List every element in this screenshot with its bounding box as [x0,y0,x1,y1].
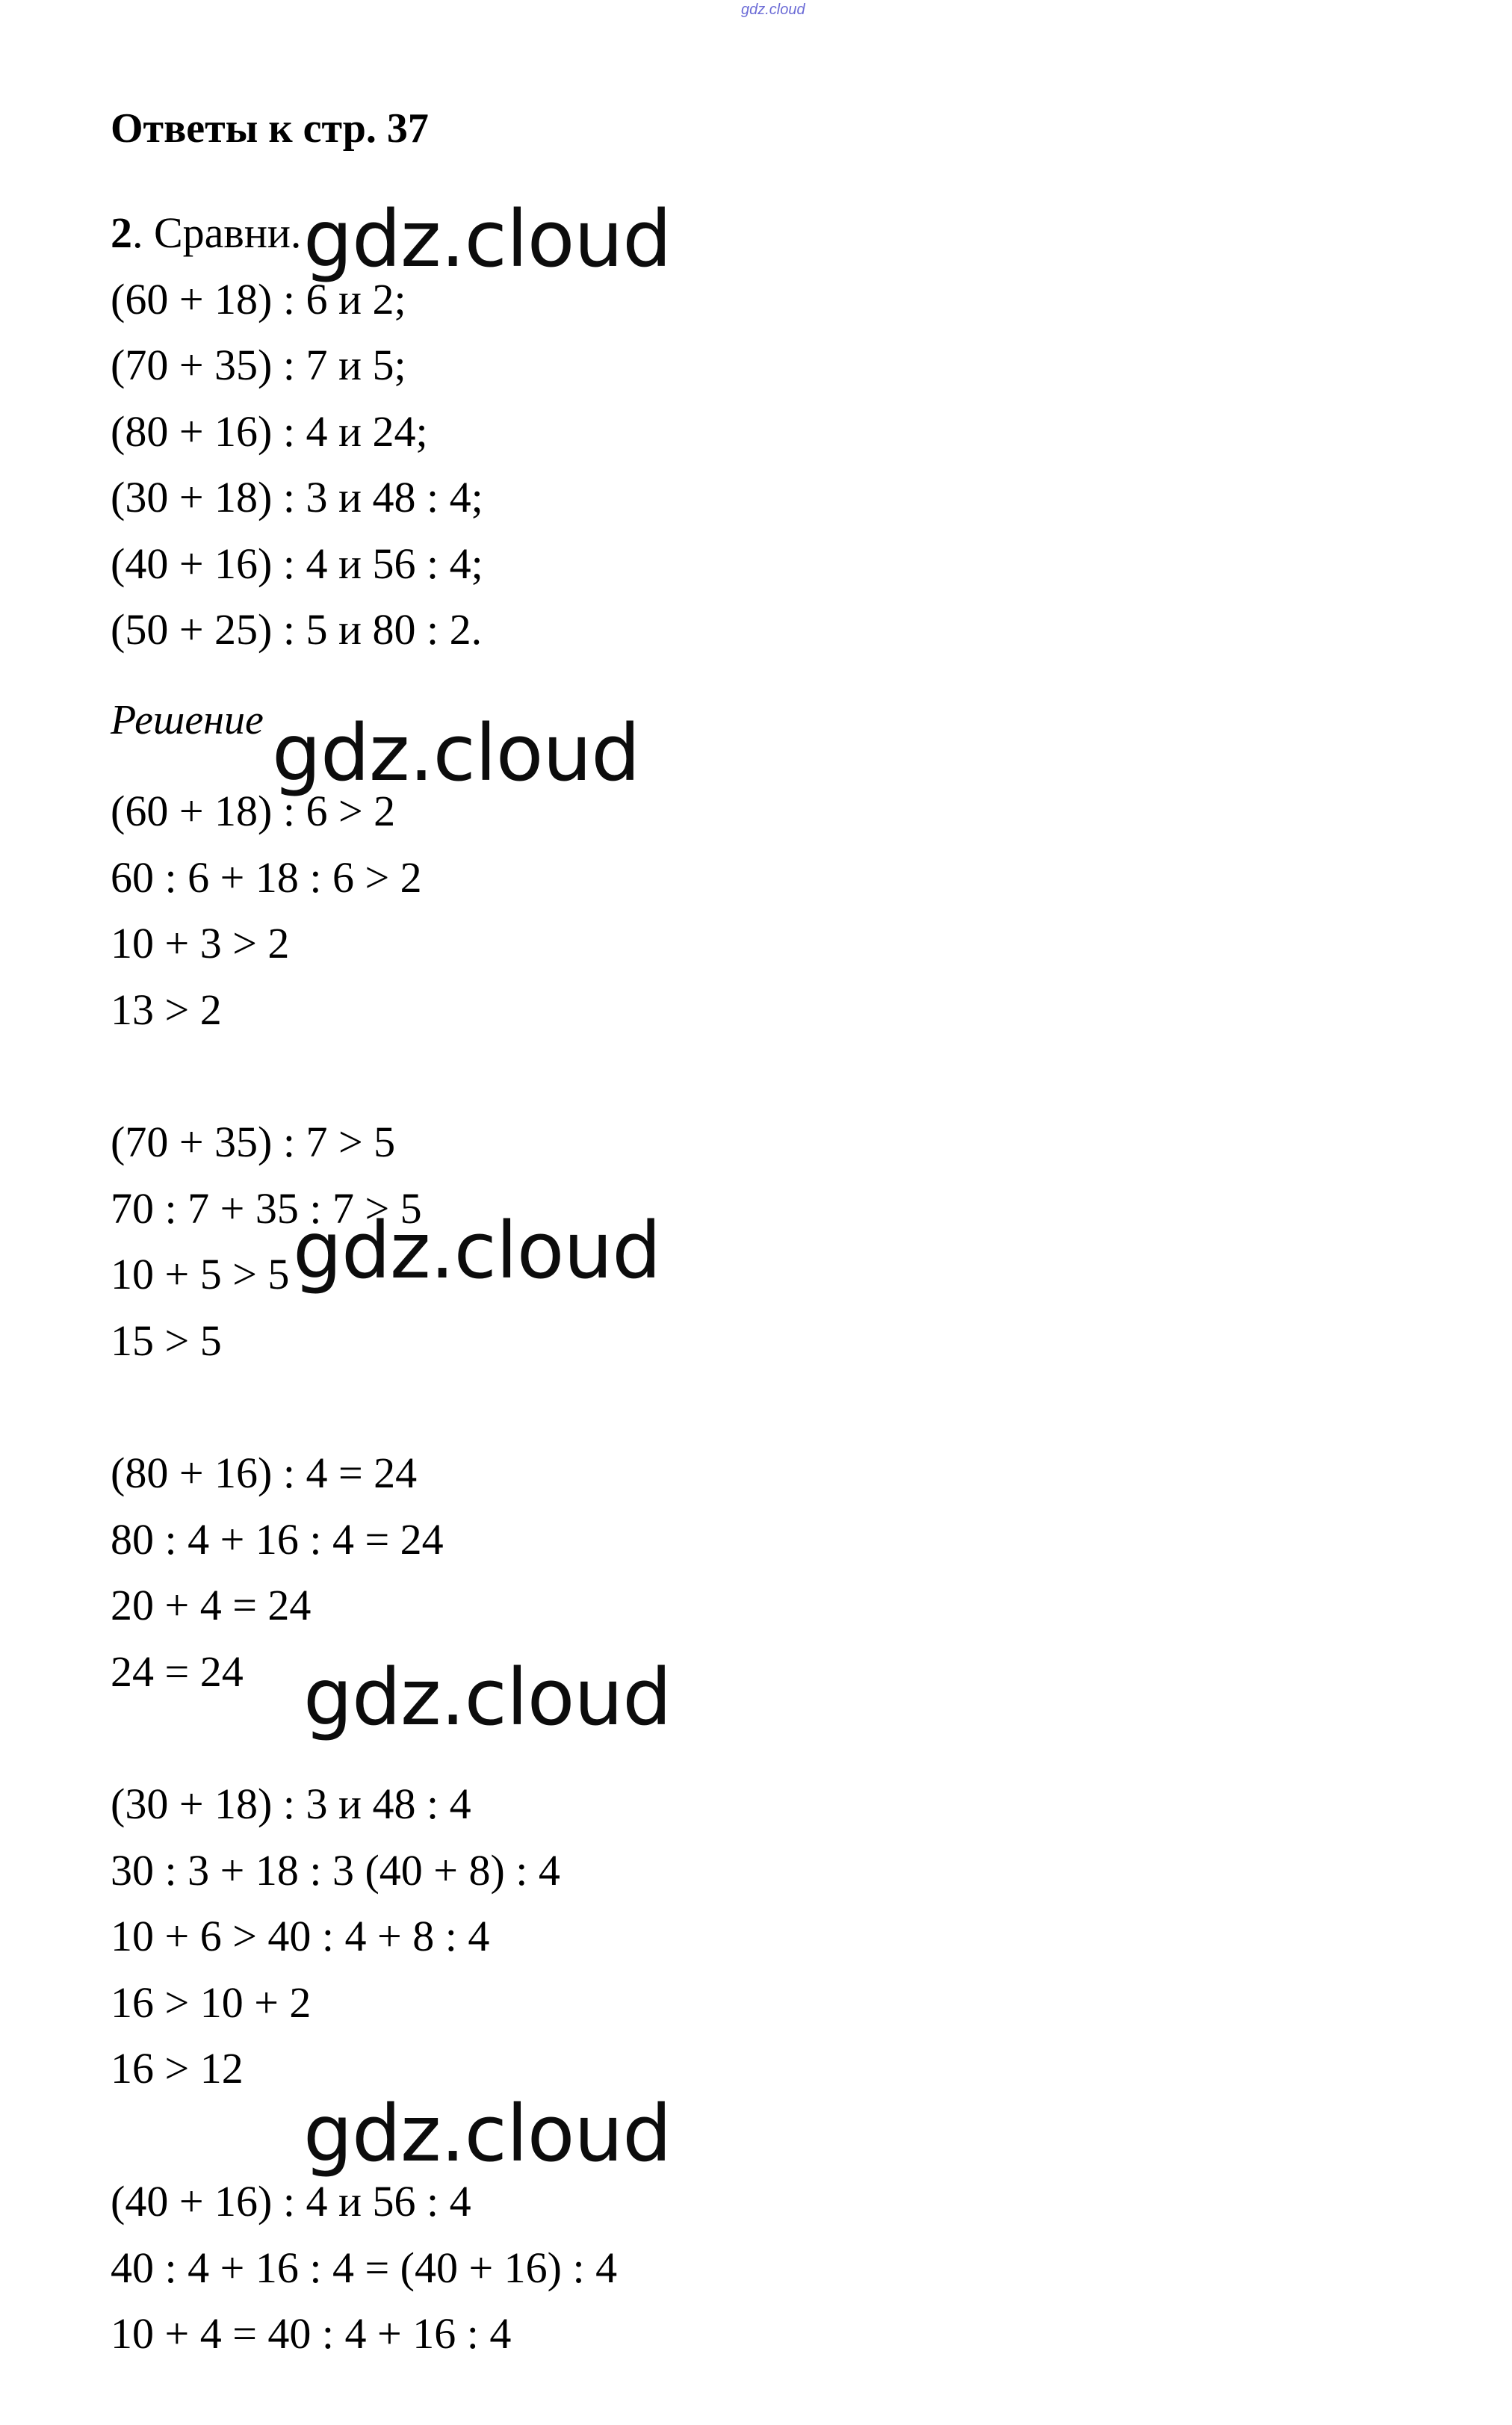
solution-line: 80 : 4 + 16 : 4 = 24 [111,1514,444,1564]
solution-line: 13 > 2 [111,985,222,1034]
solution-line: (70 + 35) : 7 > 5 [111,1118,396,1166]
watermark-text: gdz.cloud [293,1205,661,1296]
site-mark: gdz.cloud [741,1,805,18]
task-item: (60 + 18) : 6 и 2; [111,274,406,323]
task-item: (80 + 16) : 4 и 24; [111,406,428,456]
solution-line: (60 + 18) : 6 > 2 [111,787,396,835]
solution-group-1 [111,778,422,1043]
solution-line: 10 + 4 = 40 : 4 + 16 : 4 [111,2309,512,2358]
task-item: (70 + 35) : 7 и 5; [111,341,406,389]
solution-line: 40 : 4 + 16 : 4 = (40 + 16) : 4 [111,2243,618,2292]
solution-line: (80 + 16) : 4 = 24 [111,1449,418,1497]
solution-line: 20 + 4 = 24 [111,1581,312,1629]
task-number: 2 [111,208,132,257]
solution-line: 24 = 24 [111,1647,244,1696]
watermark-text: gdz.cloud [303,1652,672,1743]
solution-group-4 [111,1771,560,2102]
solution-line: 16 > 10 + 2 [111,1978,312,2027]
solution-group-5 [111,2169,617,2367]
solution-line: 70 : 7 + 35 : 7 > 5 [111,1183,422,1233]
solution-line: 15 > 5 [111,1316,222,1365]
watermark-text: gdz.cloud [272,707,640,799]
solution-line: 10 + 3 > 2 [111,919,290,967]
solution-line: (30 + 18) : 3 и 48 : 4 [111,1780,471,1828]
solution-line: 10 + 6 > 40 : 4 + 8 : 4 [111,1912,490,1960]
solution-label: Решение [111,697,264,743]
page-heading: Ответы к стр. 37 [111,105,429,152]
watermark-text: gdz.cloud [303,193,672,285]
solution-line: 30 : 3 + 18 : 3 (40 + 8) : 4 [111,1845,560,1895]
task-title-text: . Сравни. [132,208,302,257]
watermark-text: gdz.cloud [303,2088,672,2179]
task-item: (30 + 18) : 3 и 48 : 4; [111,473,483,521]
solution-line: 60 : 6 + 18 : 6 > 2 [111,852,422,902]
solution-line: 10 + 5 > 5 [111,1250,290,1298]
task-item: (40 + 16) : 4 и 56 : 4; [111,539,483,588]
solution-line: 16 > 12 [111,2044,244,2093]
task-item: (50 + 25) : 5 и 80 : 2. [111,605,483,654]
solution-line: (40 + 16) : 4 и 56 : 4 [111,2177,471,2226]
